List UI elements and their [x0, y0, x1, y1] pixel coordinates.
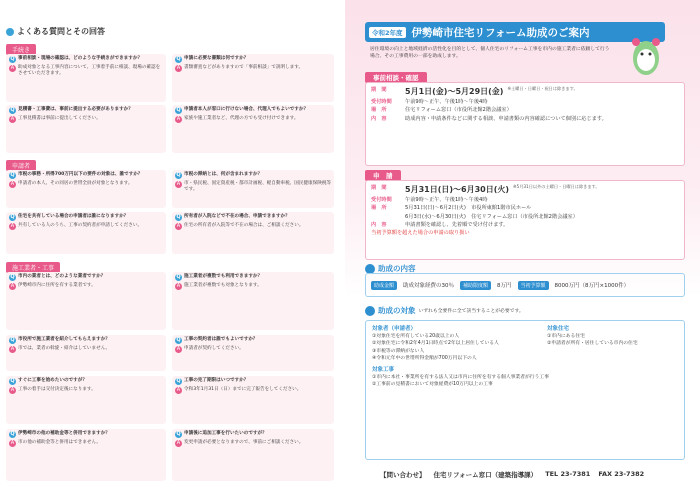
year-badge: 令和2年度 [369, 27, 406, 38]
bullet-icon [6, 28, 14, 36]
info-icon [365, 264, 375, 274]
contact-info: 【問い合わせ】 住宅リフォーム窓口（建築指導課） TEL 23-7381 FAX 23-7382 [380, 470, 645, 479]
section-consult: 事前相談・確認 [365, 72, 427, 83]
page-title: 伊勢崎市住宅リフォーム助成のご案内 [411, 26, 590, 39]
qa-item: Q 事前相談・現場の確認は、どのような手続きができますか？ A 助成対象となる工事内容について、工事着手前に相談、現場の確認をさせていただきます。 [6, 54, 166, 102]
qa-item: Q 申請者本人が窓口に行けない場合、代理人でもよいですか？ A 家族や施工業者など、代理の方でも受け付けできます。 [172, 105, 334, 153]
qa-item: Q 市税の事務・所得700万円以下の要件の対象は、誰ですか？ A 申請者の本人、その同居の世帯全員が対象となります。 [6, 170, 166, 208]
section-applicant: 申請者 [6, 160, 36, 171]
qa-item: Q 市役所で施工業者を紹介してもらえますか？ A 市では、業者の斡旋・紹介はしていません。 [6, 335, 166, 371]
qa-item: Q 見積書・工事費は、事前に提出する必要がありますか？ A 工事見積書は事前に提出してください。 [6, 105, 166, 153]
intro-text: 居住環境の向上と地域経済の活性化を目的として、個人住宅のリフォーム工事を市内の施工業者に依頼して行う場合、その工事費用の一部を助成します。 [370, 47, 610, 60]
info-icon [365, 306, 375, 316]
content-box: 助成金額 助成対象経費の30％ 補助限度額 8万円 当初予算額 8000万円（8万円×1000件） [365, 273, 685, 297]
qa-item: Q すぐに工事を始めたいのですが？ A 工事の着手は交付決定後になります。 [6, 376, 166, 424]
qa-item: Q 住宅を共有している場合の申請者は誰になりますか？ A 共有している人のうち、工事の契約者が申請してください。 [6, 212, 166, 254]
section-apply: 申 請 [365, 170, 401, 181]
mascot-icon [628, 30, 664, 80]
section-procedure: 手続き [6, 44, 36, 55]
target-box: 対象者（申請者） ①対象住宅を所有している20歳以上の人 ②対象住宅に令和2年4月1日時点で2年以上居住している人 ③市税等の滞納がない人 ④令和元年中の世帯所得金額が700万円以下の人 対象住宅 ①市内にある住宅 ②申請者が所有・居住している市内の住宅 対象工事 ①市内に本社・事業所を有する法人又は市内に住所を有する個人事業者が行う工事 ②工事前の見積書において対象経費が10万円以上の工事 [365, 320, 685, 460]
apply-box: 期 間 5月31日(日)～6月30日(火) ※5月31日以外の土曜日・日曜日は除きます。 受付時間 午前9時～正午、午後1時～午後4時 場 所 5月31日(日)～6月2日(火) 市役所東館1階市民ホール 6月3日(水)～6月30日(火) 住宅リフォーム窓口（市役所北館2階会議室） 内 容 申請書類を確認し、先着順で受け付けます。 当初予算額を超えた場合の申請の取り扱い [365, 180, 685, 260]
qa-item: Q 所有者が入院などで不在の場合、申請できますか？ A 住宅の所有者が入院等で不在の場合は、ご相談ください。 [172, 212, 334, 254]
qa-item: Q 施工業者が複数でも利用できますか？ A 施工業者が複数でも対象となります。 [172, 272, 334, 330]
page-header [365, 22, 665, 42]
section-contractor: 施工業者・工事 [6, 262, 60, 273]
consult-box: 期 間 5月1日(金)～5月29日(金) ※土曜日・日曜日・祝日は除きます。 受付時間 午前9時～正午、午後1時～午後4時 場 所 住宅リフォーム窓口（市役所北館2階会議室） 内 容 助成内容・申請条件などに関する相談、申請書類の内容確認について個別に応じます。 [365, 82, 685, 166]
section-content: 助成の内容 [365, 263, 416, 274]
qa-item: Q 伊勢崎市の他の補助金等と併用できますか？ A 市の他の補助金等と併用はできません。 [6, 429, 166, 481]
section-target: 助成の対象 いずれも全要件に全て該当することが必要です。 [365, 305, 524, 316]
qa-item: Q 申請後に追加工事を行いたいのですが？ A 変更申請が必要となりますので、事前にご相談ください。 [172, 429, 334, 481]
qa-item: Q 市内の業者とは、どのような業者ですか？ A 伊勢崎市内に住所を有する業者です。 [6, 272, 166, 330]
qa-item: Q 申請に必要な書類は何ですか？ A 書類審査などがありますので「事前相談」で説明します。 [172, 54, 334, 102]
qa-item: Q 工事の契約者は誰でもよいですか？ A 申請者が契約してください。 [172, 335, 334, 371]
faq-title: よくある質問とその回答 [6, 26, 105, 37]
qa-item: Q 市税の滞納とは、何が含まれますか？ A 市・県民税、固定資産税・都市計画税、軽自動車税、国民健康保険税等です。 [172, 170, 334, 208]
qa-item: Q 工事の完了期限はいつですか？ A 令和3年1月31日（日）までに完了報告をしてください。 [172, 376, 334, 424]
faq-panel [0, 0, 340, 495]
